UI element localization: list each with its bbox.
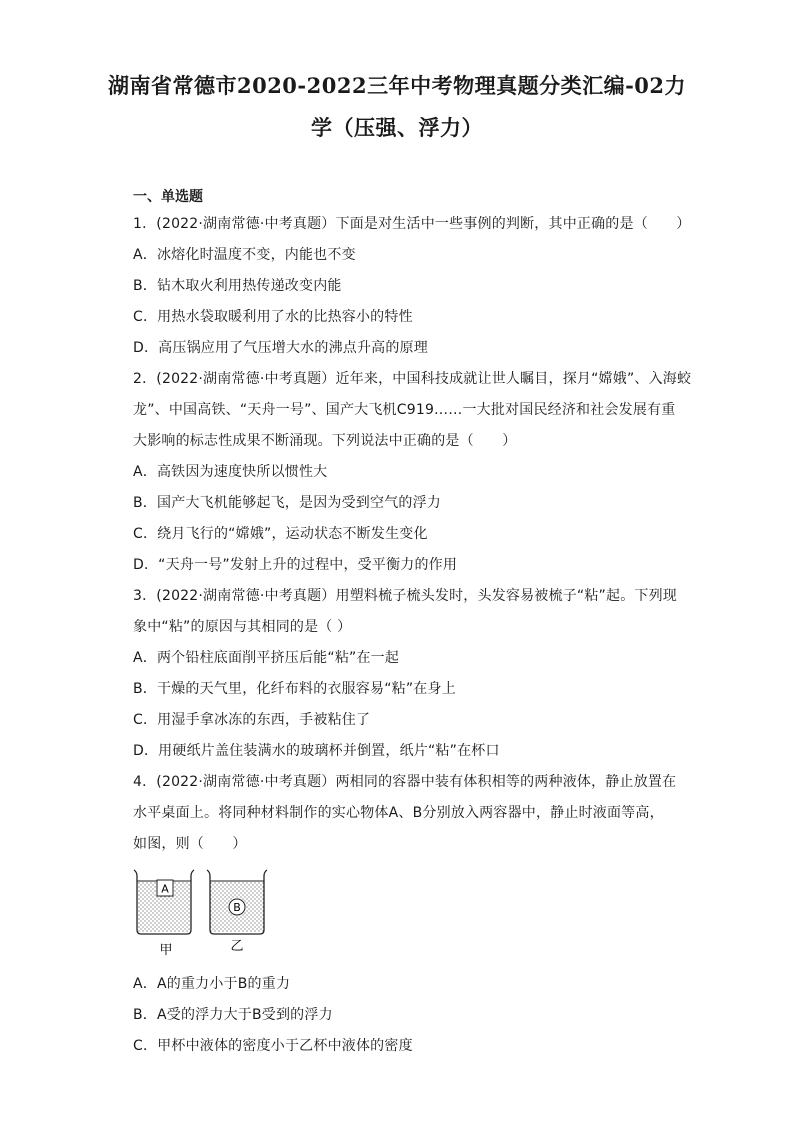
document-title-line-2: 学（压强、浮力） xyxy=(311,115,483,140)
question-2-option-b: B．国产大飞机能够起飞，是因为受到空气的浮力 xyxy=(133,495,442,511)
two-beakers-figure xyxy=(130,866,270,958)
question-3-option-b: B．干燥的天气里，化纤布料的衣服容易“粘”在身上 xyxy=(133,681,456,697)
beaker-label-yi: 乙 xyxy=(230,939,244,954)
block-a-label: A xyxy=(161,882,169,896)
question-4-stem-line-1: 4．(2022·湖南常德·中考真题）两相同的容器中装有体积相等的两种液体，静止放置在 xyxy=(133,774,677,790)
section-heading: 一、单选题 xyxy=(133,189,203,205)
question-2-stem-line-2: 龙”、中国高铁、“天舟一号”、国产大飞机C919……一大批对国民经济和社会发展有重 xyxy=(133,402,676,418)
question-2-option-c: C．绕月飞行的“嫦娥”，运动状态不断发生变化 xyxy=(133,526,428,542)
question-4-stem-line-3: 如图，则（ ） xyxy=(133,836,247,852)
beaker-jia xyxy=(134,870,194,934)
question-4-option-b: B．A受的浮力大于B受到的浮力 xyxy=(133,1007,333,1023)
question-4-stem-line-2: 水平桌面上。将同种材料制作的实心物体A、B分别放入两容器中，静止时液面等高， xyxy=(133,805,664,821)
beaker-label-jia: 甲 xyxy=(159,943,173,958)
question-3-option-c: C．用湿手拿冰冻的东西，手被粘住了 xyxy=(133,712,371,728)
question-4-option-a: A．A的重力小于B的重力 xyxy=(133,976,291,992)
question-2-stem-line-3: 大影响的标志性成果不断涌现。下列说法中正确的是（ ） xyxy=(133,433,517,449)
question-3-option-a: A．两个铅柱底面削平挤压后能“粘”在一起 xyxy=(133,650,400,666)
question-1-option-d: D．高压锅应用了气压增大水的沸点升高的原理 xyxy=(133,340,428,356)
question-3-stem-line-2: 象中“粘”的原因与其相同的是（ ） xyxy=(133,619,352,635)
beaker-yi xyxy=(207,870,267,934)
question-1-stem: 1．(2022·湖南常德·中考真题）下面是对生活中一些事例的判断，其中正确的是（ ） xyxy=(133,216,691,232)
question-2-option-a: A．高铁因为速度快所以惯性大 xyxy=(133,464,328,480)
question-1-option-a: A．冰熔化时温度不变，内能也不变 xyxy=(133,247,356,263)
ball-b-label: B xyxy=(233,901,241,914)
question-3-option-d: D．用硬纸片盖住装满水的玻璃杯并倒置，纸片“粘”在杯口 xyxy=(133,743,500,759)
question-1-option-b: B．钻木取火利用热传递改变内能 xyxy=(133,278,342,294)
question-2-stem-line-1: 2．(2022·湖南常德·中考真题）近年来，中国科技成就让世人瞩目，探月“嫦娥”、入海蛟 xyxy=(133,371,692,387)
question-1-option-c: C．用热水袋取暖利用了水的比热容小的特性 xyxy=(133,309,413,325)
document-title-line-1: 湖南省常德市2020-2022三年中考物理真题分类汇编-02力 xyxy=(107,73,687,98)
question-3-stem-line-1: 3．(2022·湖南常德·中考真题）用塑料梳子梳头发时，头发容易被梳子“粘”起。下列现 xyxy=(133,588,678,604)
question-4-option-c: C．甲杯中液体的密度小于乙杯中液体的密度 xyxy=(133,1038,413,1054)
question-2-option-d: D．“天舟一号”发射上升的过程中，受平衡力的作用 xyxy=(133,557,458,573)
